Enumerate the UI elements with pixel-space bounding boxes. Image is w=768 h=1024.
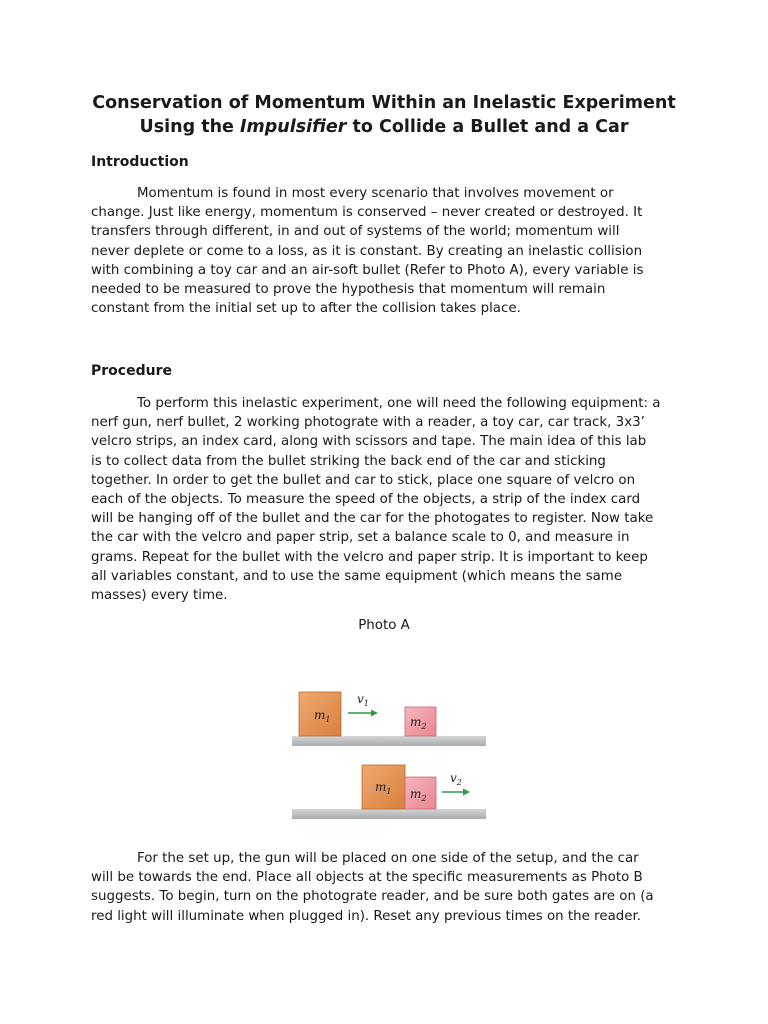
procedure-line: masses) every time.	[91, 588, 228, 604]
procedure-line: nerf gun, nerf bullet, 2 working photograte with a reader, a toy car, car track, 3x3’	[91, 415, 645, 431]
velocity-2-arrowhead	[463, 789, 470, 796]
velocity-1-label: $v_1$	[357, 692, 369, 708]
photo-a-diagram	[290, 688, 490, 824]
photo-a-caption: Photo A	[358, 618, 410, 633]
title-emphasis: Impulsifier	[240, 117, 347, 137]
procedure-line: the car with the velcro and paper strip, set a balance scale to 0, and measure in	[91, 530, 630, 546]
mass-1-label-before: $m_1$	[314, 708, 331, 724]
intro-line: change. Just like energy, momentum is conserved – never created or destroyed. It	[91, 205, 643, 221]
procedure-line: is to collect data from the bullet striking the back end of the car and sticking	[91, 453, 606, 469]
document-title	[0, 91, 768, 139]
introduction-heading: Introduction	[91, 154, 189, 170]
track-top	[292, 736, 486, 746]
procedure-line: will be hanging off of the bullet and the car for the photogates to register. Now take	[91, 511, 654, 527]
velocity-2-label: $v_2$	[450, 771, 462, 787]
title-line-2-prefix: Using the	[139, 117, 241, 137]
setup-paragraph	[91, 849, 681, 926]
intro-line: Momentum is found in most every scenario that involves movement or	[137, 186, 614, 201]
procedure-paragraph	[91, 394, 681, 605]
mass-1-label-after: $m_1$	[375, 780, 392, 796]
procedure-line: all variables constant, and to use the same equipment (which means the same	[91, 568, 623, 584]
procedure-heading: Procedure	[91, 363, 172, 379]
procedure-line: velcro strips, an index card, along with scissors and tape. The main idea of this lab	[91, 434, 647, 450]
mass-2-label-before: $m_2$	[410, 715, 427, 731]
title-line-2-suffix: to Collide a Bullet and a Car	[346, 117, 629, 137]
title-line-2	[0, 115, 768, 139]
velocity-1-arrowhead	[371, 710, 378, 717]
procedure-line: To perform this inelastic experiment, one will need the following equipment: a	[137, 396, 661, 411]
track-bottom	[292, 809, 486, 819]
intro-line: transfers through different, in and out of systems of the world; momentum will	[91, 224, 620, 240]
mass-2-label-after: $m_2$	[410, 787, 427, 803]
procedure-line: each of the objects. To measure the speed of the objects, a strip of the index card	[91, 492, 641, 508]
intro-line: with combining a toy car and an air-soft bullet (Refer to Photo A), every variable is	[91, 262, 644, 278]
setup-line: For the set up, the gun will be placed on one side of the setup, and the car	[137, 851, 639, 866]
setup-line: red light will illuminate when plugged in). Reset any previous times on the reader.	[91, 908, 642, 924]
procedure-line: together. In order to get the bullet and car to stick, place one square of velcro on	[91, 472, 636, 488]
procedure-line: grams. Repeat for the bullet with the velcro and paper strip. It is important to keep	[91, 549, 648, 565]
intro-line: never deplete or come to a loss, as it is constant. By creating an inelastic collision	[91, 243, 643, 259]
intro-line: constant from the initial set up to after the collision takes place.	[91, 301, 521, 317]
introduction-paragraph	[91, 184, 681, 318]
setup-line: will be towards the end. Place all objects at the specific measurements as Photo B	[91, 870, 643, 886]
title-line-1: Conservation of Momentum Within an Inelastic Experiment	[92, 93, 676, 113]
setup-line: suggests. To begin, turn on the photograte reader, and be sure both gates are on (a	[91, 889, 654, 905]
intro-line: needed to be measured to prove the hypothesis that momentum will remain	[91, 282, 606, 298]
